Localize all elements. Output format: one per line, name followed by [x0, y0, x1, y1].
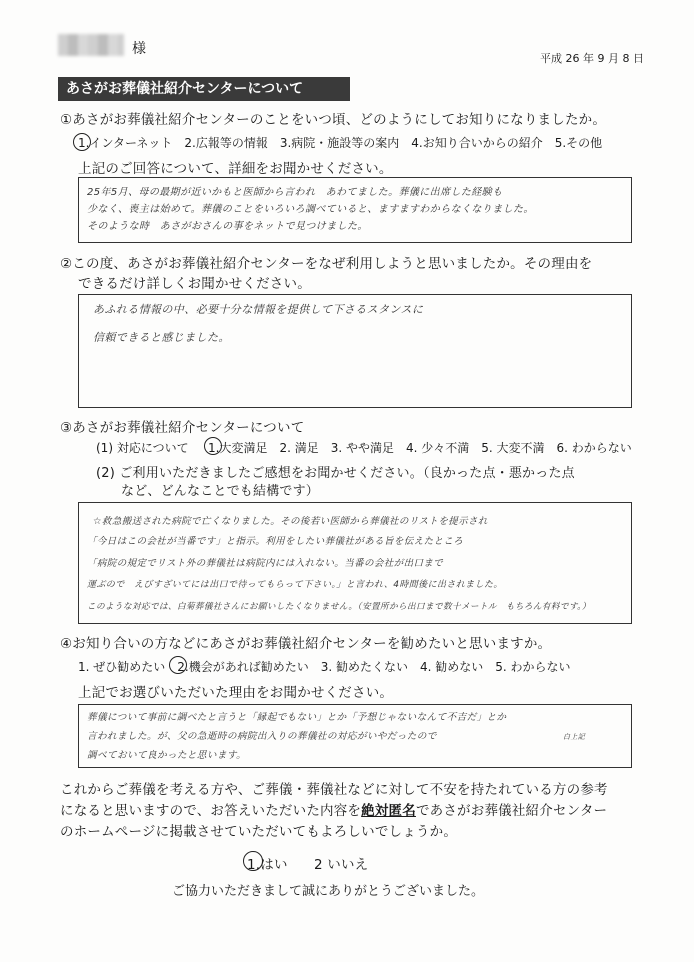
q3-sub1-options: 1.大変満足 2. 満足 3. やや満足 4. 少々不満 5. 大変不満 6. わからない [208, 441, 632, 455]
q4-answer-note: 白上記 [563, 733, 586, 741]
q4-answer-line: 葬儀について事前に調べたと言うと「縁起でもない」とか「予想じゃないなんて不吉だ」とか [87, 712, 507, 723]
q1-answer-line: 25年5月、母の最期が近いかもと医師から言われ あわてました。葬儀に出席した経験も [87, 187, 503, 198]
q3-question: ③あさがお葬儀社紹介センターについて [60, 420, 305, 436]
answer-no: 2 いいえ [314, 857, 369, 873]
closing-line2-pre: になると思いますので、お答えいただいた内容を [60, 803, 362, 819]
honorific: 様 [132, 41, 146, 57]
closing-line1: これからご葬儀を考える方や、ご葬儀・葬儀社などに対して不安を持たれている方の参考 [60, 782, 608, 798]
q4-answer-line: 言われました。が、父の急逝時の病院出入りの葬儀社の対応がいやだったので [87, 731, 437, 742]
q3-answer-line: 「今日はこの会社が当番です」と指示。利用をしたい葬儀社がある旨を伝えたところ [87, 536, 464, 547]
q1-answer-line: 少なく、喪主は始めて。葬儀のことをいろいろ調べていると、ますますわからなくなりました。 [87, 204, 534, 215]
q3-answer-line: 「病院の規定でリスト外の葬儀社は病院内には入れない。当番の会社が出口まで [87, 558, 444, 569]
q4-question: ④お知り合いの方などにあさがお葬儀社紹介センターを勧めたいと思いますか。 [60, 636, 552, 652]
q3-sub2-line2: など、どんなことでも結構です） [121, 484, 320, 499]
q1-answer-box [78, 177, 632, 243]
q2-answer-line: 信頼できると感じました。 [93, 331, 230, 344]
q3-answer-line: ☆救急搬送された病院で亡くなりました。その後若い医師から葬儀社のリストを提示され [93, 516, 488, 527]
closing-line2-post: であさがお葬儀社紹介センター [415, 803, 608, 819]
q1-question: ①あさがお葬儀社紹介センターのことをいつ頃、どのようにしてお知りになりましたか。 [60, 112, 607, 128]
answer-yes: 1.はい [247, 857, 288, 873]
q4-answer-line: 調べておいて良かったと思います。 [87, 750, 247, 761]
redacted-name [58, 34, 124, 56]
q2-answer-line: あふれる情報の中、必要十分な情報を提供して下さるスタンスに [93, 303, 424, 316]
q4-follow: 上記でお選びいただいた理由をお聞かせください。 [78, 685, 394, 701]
q1-answer-line: そのような時 あさがおさんの事をネットで見つけました。 [87, 221, 368, 232]
q3-sub2-line1: (2) ご利用いただきましたご感想をお聞かせください。（良かった点・悪かった点 [96, 466, 575, 481]
thanks-message: ご協力いただきまして誠にありがとうございました。 [172, 884, 485, 899]
q2-answer-box [78, 294, 632, 408]
q3-answer-box [78, 502, 632, 624]
closing-line2 [60, 799, 607, 819]
q3-answer-line: 運ぶので えびすざいてには出口で待ってもらって下さい。」と言われ、4時間後に出されました。 [87, 580, 503, 590]
q2-question-line1: ②この度、あさがお葬儀社紹介センターをなぜ利用しようと思いましたか。その理由を [60, 256, 593, 272]
q4-options: 1. ぜひ勧めたい 2.機会があれば勧めたい 3. 勧めたくない 4. 勧めない 5. わからない [78, 660, 571, 674]
q3-answer-line: このような対応では、白菊葬儀社さんにお願いしたくなりません。（安置所から出口まで数十メートル もちろん有料です。） [87, 602, 591, 612]
q1-follow: 上記のご回答について、詳細をお聞かせください。 [78, 161, 393, 177]
q3-sub1-label: (1) 対応について [96, 441, 189, 455]
q4-answer-box [78, 704, 632, 768]
date-label: 平成 26 年 9 月 8 日 [540, 52, 644, 65]
closing-anonymous-emphasis: 絶対匿名 [361, 803, 416, 819]
section-title: あさがお葬儀社紹介センターについて [58, 77, 350, 101]
closing-line3: のホームページに掲載させていただいてもよろしいでしょうか。 [60, 824, 458, 840]
q2-question-line2: できるだけ詳しくお聞かせください。 [78, 276, 311, 292]
q1-options: 1.インターネット 2.広報等の情報 3.病院・施設等の案内 4.お知り合いからの紹介 5.その他 [78, 136, 603, 150]
